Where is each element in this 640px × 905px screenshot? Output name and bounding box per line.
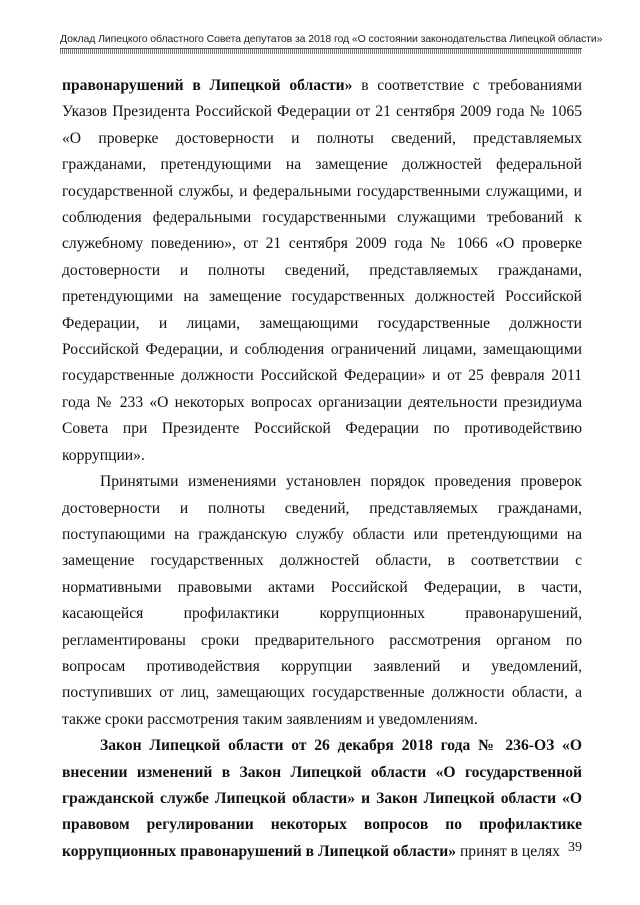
- body-text: [62, 73, 582, 865]
- paragraph-3-text: принят в целях: [456, 842, 560, 860]
- paragraph-1-text: в соответствие с требованиями Указов Президента Российской Федерации от 21 сентября 2009 года № 1065 «О проверке достоверности и полноты сведений, представляемых гражданами, претендующими на замещение должностей федеральной государственной службы, и федеральными государственными служащими, и соблюдения федеральными государственными служащими требований к служебному поведению», от 21 сентября 2009 года № 1066 «О проверке достоверности и полноты сведений, представляемых гражданами, претендующими на замещение государственных должностей Российской Федерации, и лицами, замещающими государственные должности Российской Федерации, и соблюдения ограничений лицами, замещающими государственные должности Российской Федерации» и от 25 февраля 2011 года № 233 «О некоторых вопросах организации деятельности президиума Совета при Президенте Российской Федерации по противодействию коррупции».: [62, 77, 582, 464]
- header-rule: [60, 48, 582, 54]
- paragraph-3-bold: Закон Липецкой области от 26 декабря 2018 года № 236-ОЗ «О внесении изменений в Закон Липецкой области «О государственной гражданской службе Липецкой области» и Закон Липецкой области «О правовом регулировании некоторых вопросов по профилактике коррупционных правонарушений в Липецкой области»: [62, 737, 582, 860]
- paragraph-2: [62, 469, 582, 733]
- paragraph-2-text: Принятыми изменениями установлен порядок проведения проверок достоверности и полноты сведений, представляемых гражданами, поступающими на гражданскую службу области или претендующими на замещение государственных должностей области, в соответствии с нормативными правовыми актами Российской Федерации, в части, касающейся профилактики коррупционных правонарушений, регламентированы сроки предварительного рассмотрения органом по вопросам противодействия коррупции заявлений и уведомлений, поступивших от лиц, замещающих государственные должности области, а также сроки рассмотрения таким заявлениям и уведомлениям.: [62, 473, 582, 728]
- paragraph-3: [62, 733, 582, 865]
- paragraph-1: [62, 73, 582, 469]
- paragraph-1-bold: правонарушений в Липецкой области»: [62, 77, 353, 94]
- page-number: 39: [568, 840, 582, 855]
- running-header: Доклад Липецкого областного Совета депутатов за 2018 год «О состоянии законодательства Липецкой области»: [60, 33, 603, 45]
